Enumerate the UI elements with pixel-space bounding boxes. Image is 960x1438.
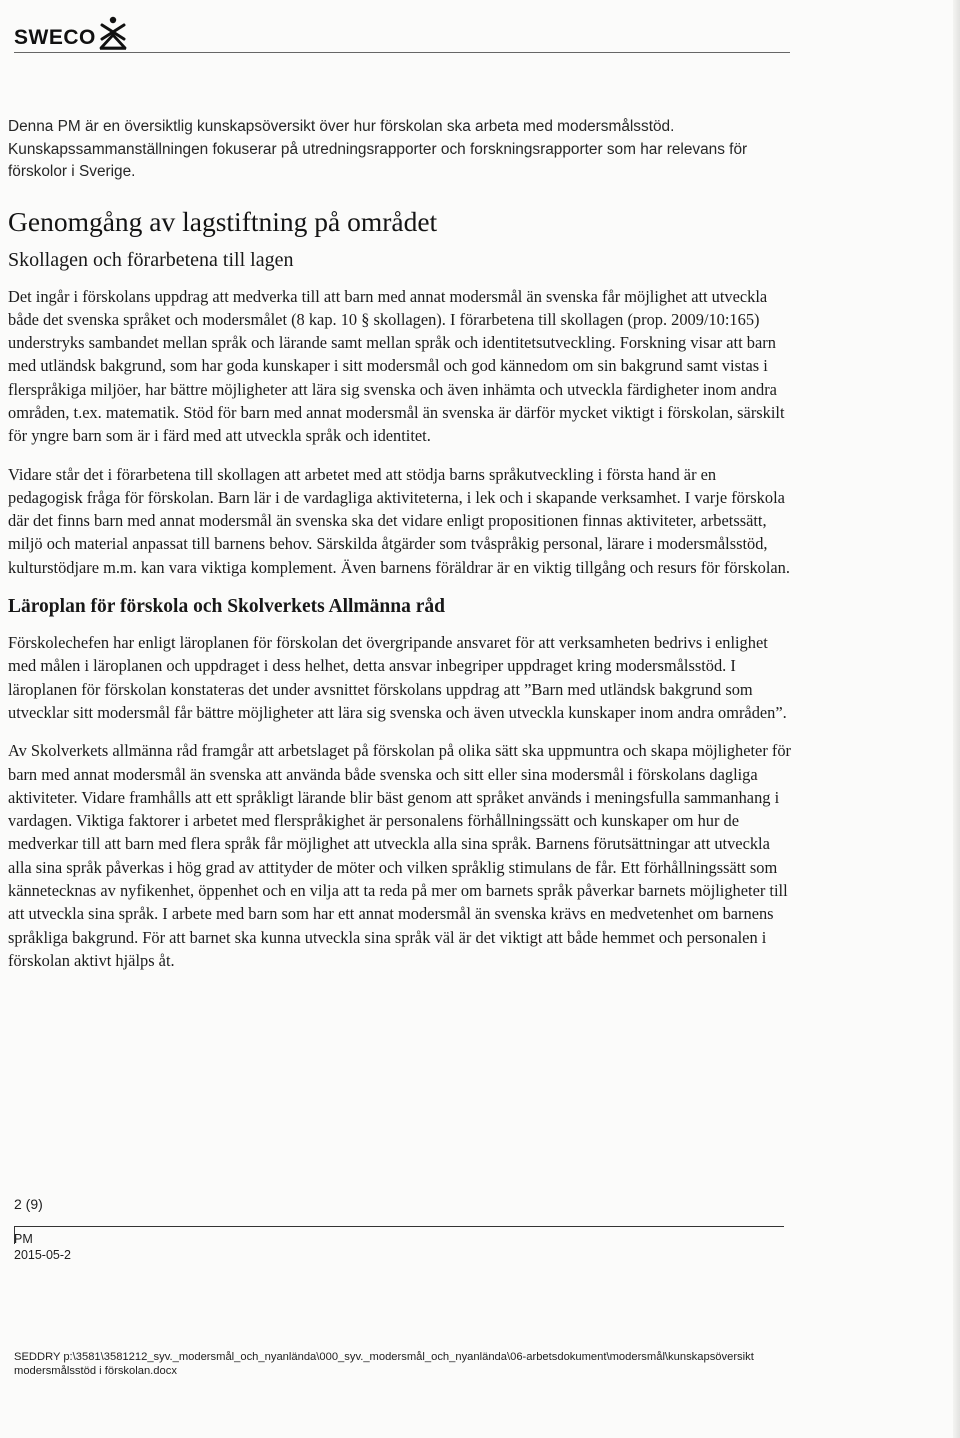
page-number: 2 (9): [14, 1196, 43, 1212]
paragraph: Förskolechefen har enligt läroplanen för förskolan det övergripande ansvaret för att verksamheten bedrivs i enlighet med målen i läroplanen och uppdraget i dess helhet, detta ansvar inbegriper uppdraget kring modersmålsstöd. I läroplanen för förskolan konstateras det under avsnittet förskolans uppdrag att ”Barn med utländsk bakgrund som utvecklar sitt modersmål får bättre möjligheter att lära sig svenska och även utveckla kunskaper inom andra områden”.: [8, 633, 787, 722]
document-date: 2015-05-2: [14, 1248, 71, 1262]
header-divider: [14, 52, 790, 53]
file-path: [14, 1350, 794, 1378]
document-type: PM: [14, 1232, 33, 1246]
paragraph: Det ingår i förskolans uppdrag att medverka till att barn med annat modersmål än svenska får möjlighet att utveckla både det svenska språket och modersmålet (8 kap. 10 § skollagen). I förarbetena till skollagen (prop. 2009/10:165) understryks sambandet mellan språk och lärande samt mellan språk och identitetsutveckling. Forskning visar att barn med utländsk bakgrund, som har goda kunskaper i sitt modersmål och god kännedom om sin bakgrund samt vistas i flerspråkiga miljöer, har bättre möjligheter att lära sig svenska och även inhämta och utveckla färdigheter inom andra områden, t.ex. matematik. Stöd för barn med annat modersmål än svenska är därför mycket viktigt i förskolan, särskilt för yngre barn som är i färd med att utveckla språk och identitet.: [8, 286, 785, 446]
document-body: [8, 116, 792, 987]
sweco-logo: [14, 16, 127, 50]
sweco-figure-icon: [99, 16, 127, 50]
paragraph: Vidare står det i förarbetena till skollagen att arbetet med att stödja barns språkutveckling i första hand är en pedagogisk fråga för förskolan. Barn lär i de vardagliga aktiviteterna, i lek och i skapande verksamhet. I varje förskola där det finns barn med annat modersmål än svenska ska det vidare enligt propositionen finnas aktiviteter, arbetssätt, miljö och material anpassat till barnens behov. Särskilda åtgärder som tvåspråkig personal, lärare i modersmålsstöd, kulturstödjare m.m. kan vara viktiga komplement. Även barnens föräldrar är en viktig tillgång och resurs för förskolan.: [8, 464, 790, 577]
intro-paragraph: Denna PM är en översiktlig kunskapsöversikt över hur förskolan ska arbeta med modersmålsstöd. Kunskapssammanställningen fokuserar på utredningsrapporter och forskningsrapporter som har relevans för förskolor i Sverige.: [8, 118, 748, 180]
subsection-title-laroplan: Läroplan för förskola och Skolverkets Allmänna råd: [8, 596, 445, 618]
file-path-line: SEDDRY p:\3581\3581212_syv._modersmål_och_nyanlända\000_syv._modersmål_och_nyanlända\06-arbetsdokument\modersmål\kunskapsöversikt: [14, 1351, 754, 1363]
section-title: Genomgång av lagstiftning på området: [8, 205, 438, 237]
page-footer: [14, 1196, 784, 1262]
scan-edge-shadow: [953, 0, 960, 1438]
footer-divider: [14, 1212, 784, 1228]
page-header: [14, 6, 790, 56]
logo-text: SWECO: [14, 26, 96, 49]
subsection-title-skollagen: Skollagen och förarbetena till lagen: [8, 248, 294, 271]
file-name-line: modersmålsstöd i förskolan.docx: [14, 1365, 177, 1377]
paragraph: Av Skolverkets allmänna råd framgår att arbetslaget på förskolan på olika sätt ska uppmuntra och skapa möjligheter för barn med annat modersmål än svenska att använda både svenska och sitt eller sina modersmål i förskolans dagliga aktiviteter. Vidare framhålls att ett språkligt lärande blir bäst genom att språket används i meningsfulla sammanhang i vardagen. Viktiga faktorer i arbetet med flerspråkighet är personalens förhållningssätt och kunskaper om hur de medverkar till att barn med flera språk får möjlighet att utveckla alla sina språk. Barnens förutsättningar att utveckla alla sina språk påverkas i hög grad av attityder de möter och vilken språklig stimulans de får. Ett förhållningssätt som kännetecknas av nyfikenhet, öppenhet och en vilja att ta reda på mer om barnets språk påverkar barnets möjligheter till att utveckla sina språk. I arbete med barn som har ett annat modersmål än svenska krävs en medvetenhet om barnens språkliga bakgrund. För att barnet ska kunna utveckla sina språk väl är det viktigt att både hemmet och personalen i förskolan aktivt hjälps åt.: [8, 741, 792, 970]
